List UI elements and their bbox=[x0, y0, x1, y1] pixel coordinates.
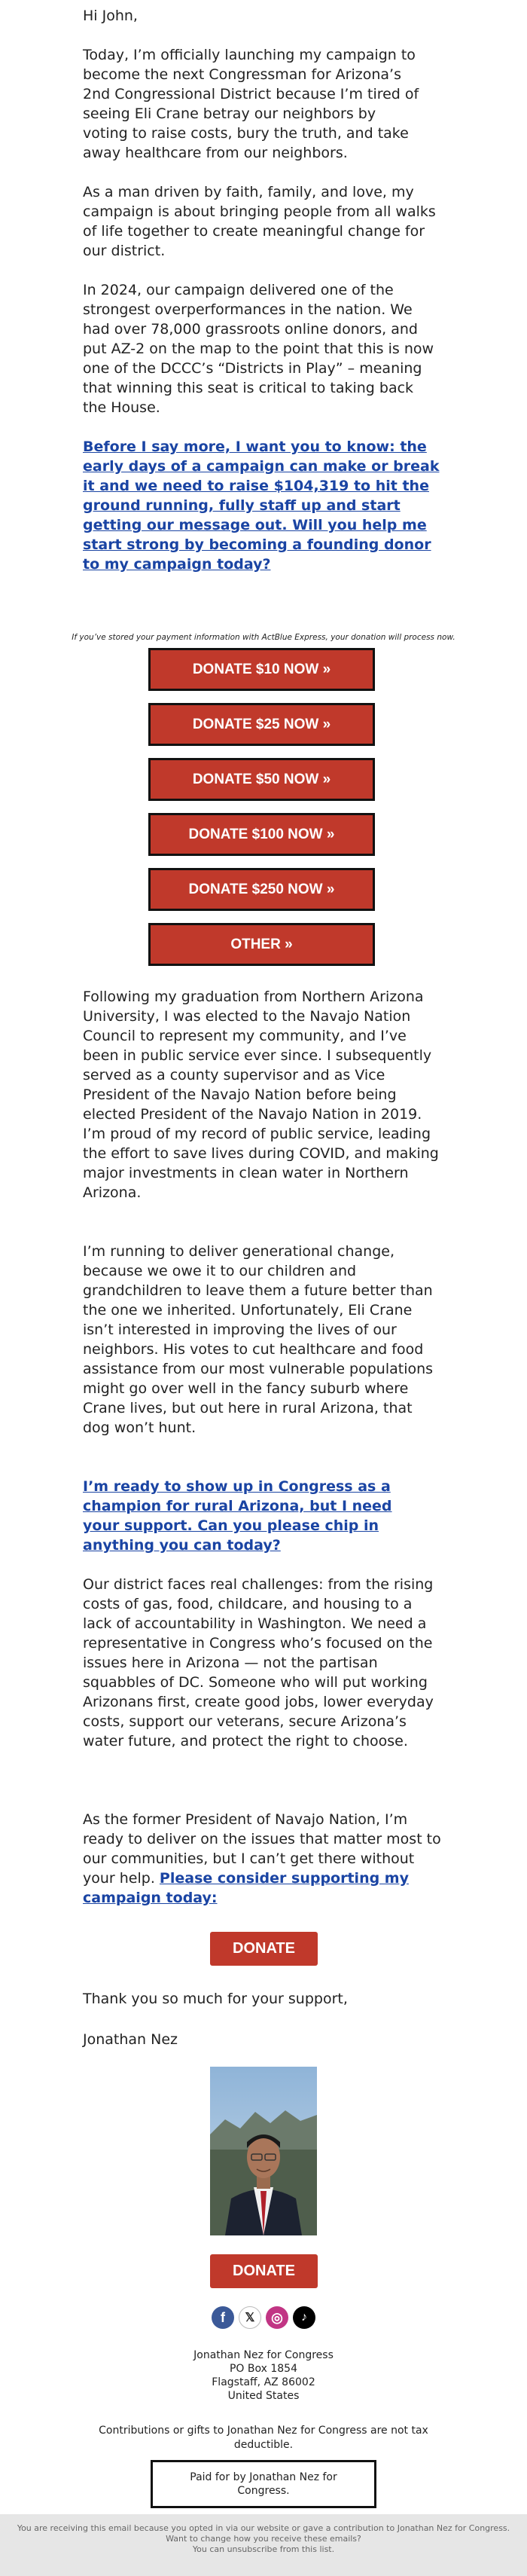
tiktok-icon[interactable] bbox=[293, 2306, 315, 2329]
donate-25-button[interactable]: DONATE $25 NOW » bbox=[148, 703, 375, 746]
paragraph-2024: In 2024, our campaign delivered one of the strongest overperformances in the nation. We had over 78,000 grassroots online donors, and put AZ-2 on the map to the point that this is now one of the DCCC’s “Districts in Play” – meaning that winning this seat is critical to taking back the House. bbox=[83, 282, 434, 416]
founding-donor-link[interactable]: Before I say more, I want you to know: the early days of a campaign can make or break it and we need to raise $104,319 to hit the ground running, fully staff up and start getting our message out. Will you help me start strong by becoming a founding donor to my campaign today? bbox=[83, 439, 440, 573]
address-po: PO Box 1854 bbox=[229, 2363, 297, 2375]
donate-button-bottom[interactable]: DONATE bbox=[210, 2254, 318, 2288]
address-country: United States bbox=[227, 2390, 300, 2402]
support-campaign-link[interactable]: Please consider supporting my campaign today: bbox=[83, 1870, 409, 1906]
tax-disclaimer: Contributions or gifts to Jonathan Nez for Congress are not tax deductible. bbox=[99, 2425, 428, 2451]
paragraph-former-president-text: As the former President of Navajo Nation, I’m ready to deliver on the issues that matter most to our communities, but I can’t get there without your help. bbox=[83, 1811, 441, 1887]
paragraph-intro: Today, I’m officially launching my campaign to become the next Congressman for Arizona’s 2nd Congressional District because I’m tired of seeing Eli Crane betray our neighbors by voting to raise costs, bury the truth, and take away healthcare from our neighbors. bbox=[83, 47, 419, 161]
donate-50-button[interactable]: DONATE $50 NOW » bbox=[148, 758, 375, 801]
donate-250-button[interactable]: DONATE $250 NOW » bbox=[148, 868, 375, 911]
email-footer bbox=[0, 2514, 527, 2576]
candidate-photo bbox=[210, 2067, 317, 2235]
x-icon-glyph: 𝕏 bbox=[245, 2312, 255, 2324]
paragraph-challenges: Our district faces real challenges: from the rising costs of gas, food, childcare, and housing to a lack of accountability in Washington. We need a representative in Congress who’s focused on the issues here in Arizona — not the partisan squabbles of DC. Someone who will put working Arizonans first, create good jobs, lower everyday costs, support our veterans, secure Arizona’s water future, and protect the right to choose. bbox=[83, 1576, 434, 1749]
signature: Jonathan Nez bbox=[83, 2031, 178, 2048]
paragraph-background: Following my graduation from Northern Arizona University, I was elected to the Navajo Nation Council to represent my community, and I’ve been in public service ever since. I subsequently served as a county supervisor and as Vice President of the Navajo Nation before being elected President of the Navajo Nation in 2019. I’m proud of my record of public service, leading the effort to save lives during COVID, and making major investments in clean water in Northern Arizona. bbox=[83, 989, 439, 1201]
greeting: Hi John, bbox=[83, 8, 138, 24]
facebook-icon-glyph: f bbox=[221, 2309, 225, 2325]
actblue-notice: If you’ve stored your payment information with ActBlue Express, your donation will process now. bbox=[72, 633, 455, 642]
paid-for-box bbox=[151, 2460, 376, 2508]
donate-other-button[interactable]: OTHER » bbox=[148, 923, 375, 966]
facebook-icon[interactable] bbox=[212, 2306, 234, 2329]
instagram-icon[interactable] bbox=[266, 2306, 288, 2329]
social-links bbox=[0, 2306, 527, 2329]
x-icon[interactable] bbox=[239, 2306, 261, 2329]
tiktok-icon-glyph: ♪ bbox=[301, 2311, 307, 2324]
footer-text bbox=[0, 2523, 527, 2555]
thanks-line: Thank you so much for your support, bbox=[83, 1991, 348, 2007]
footer-line-optin: You are receiving this email because you opted in via our website or gave a contribution to Jonathan Nez for Congress. Want to change how you receive these emails? bbox=[17, 2523, 510, 2544]
address-city: Flagstaff, AZ 86002 bbox=[212, 2376, 315, 2388]
paragraph-former-president bbox=[83, 1810, 444, 1908]
donate-100-button[interactable]: DONATE $100 NOW » bbox=[148, 813, 375, 856]
address-org: Jonathan Nez for Congress bbox=[193, 2349, 334, 2361]
paid-for-text: Paid for by Jonathan Nez for Congress. bbox=[190, 2471, 337, 2497]
chip-in-link[interactable]: I’m ready to show up in Congress as a champion for rural Arizona, but I need your support. Can you please chip in anything you can today? bbox=[83, 1478, 392, 1554]
unsubscribe-link[interactable]: You can unsubscribe from this list. bbox=[192, 2544, 335, 2554]
donate-10-button[interactable]: DONATE $10 NOW » bbox=[148, 648, 375, 691]
paragraph-faith: As a man driven by faith, family, and love, my campaign is about bringing people from all walks of life together to create meaningful change for our district. bbox=[83, 184, 436, 259]
instagram-icon-glyph: ◎ bbox=[271, 2309, 283, 2325]
mailing-address bbox=[0, 2348, 527, 2403]
donate-button[interactable]: DONATE bbox=[210, 1932, 318, 1966]
paragraph-generational: I’m running to deliver generational change, because we owe it to our children and grandchildren to leave them a future better than the one we inherited. Unfortunately, Eli Crane isn’t interested in improving the lives of our neighbors. His votes to cut healthcare and food assistance from our most vulnerable populations might go over well in the fancy suburb where Crane lives, but out here in rural Arizona, that dog won’t hunt. bbox=[83, 1243, 434, 1436]
